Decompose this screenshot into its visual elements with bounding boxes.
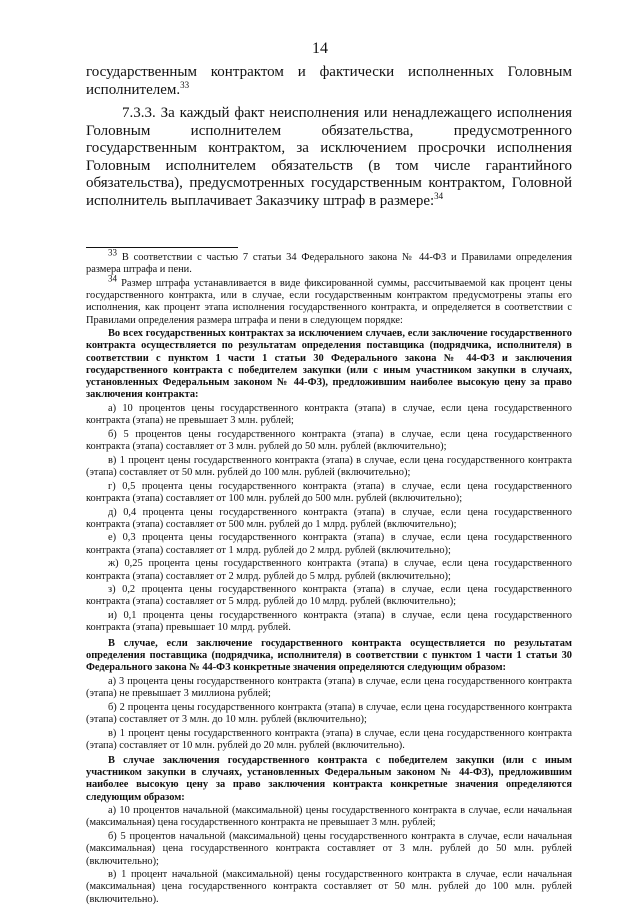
paragraph-continuation — [86, 64, 572, 99]
block2-list — [86, 676, 572, 752]
footnotes — [86, 247, 572, 907]
paragraph-7-3-3 — [86, 105, 572, 210]
page-number: 14 — [312, 40, 328, 57]
list-item: а) 10 процентов цены государственного контракта (этапа) в случае, если цена государственного контракта (этапа) не превышает 3 млн. рублей; — [86, 402, 572, 427]
footnote-ref[interactable]: 34 — [434, 190, 444, 201]
block3-list — [86, 805, 572, 906]
paragraph-text: 7.3.3. За каждый факт неисполнения или ненадлежащего исполнения Головным исполнителем обязательства, предусмотренного государственным контрактом, за исключением просрочки исполнения Головным исполнителем обязательств (в том числе гарантийного обязательства), предусмотренных государственным контрактом, Головной исполнитель выплачивает Заказчику штраф в размере: — [86, 105, 572, 209]
list-item: в) 1 процент цены государственного контракта (этапа) в случае, если цена государственного контракта (этапа) составляет от 10 млн. рублей до 20 млн. рублей (включительно). — [86, 727, 572, 751]
list-item: а) 3 процента цены государственного контракта (этапа) в случае, если цена государственного контракта (этапа) не превышает 3 миллиона рублей; — [86, 675, 572, 699]
list-item: г) 0,5 процента цены государственного контракта (этапа) в случае, если цена государственного контракта (этапа) составляет от 100 млн. рублей до 500 млн. рублей (включительно); — [86, 480, 572, 504]
footnote-ref[interactable]: 33 — [180, 79, 190, 90]
list-item: а) 10 процентов начальной (максимальной) цены государственного контракта в случае, если начальная (максимальная) цена государственного контракта не превышает 3 млн. рублей; — [86, 805, 572, 829]
list-item: б) 2 процента цены государственного контракта (этапа) в случае, если цена государственного контракта (этапа) составляет от 3 млн. до 10 млн. рублей (включительно); — [86, 701, 572, 725]
footnote-number: 34 — [108, 273, 117, 284]
list-item: з) 0,2 процента цены государственного контракта (этапа) в случае, если цена государственного контракта (этапа) составляет от 5 млрд. рублей до 10 млрд. рублей (включительно); — [86, 584, 572, 608]
list-item: в) 1 процент начальной (максимальной) цены государственного контракта в случае, если начальная (максимальная) цена государственного контракта составляет от 50 млн. рублей до 100 млн. рублей (включительно). — [86, 869, 572, 905]
main-text — [86, 64, 572, 210]
list-item: в) 1 процент цены государственного контракта (этапа) в случае, если цена государственного контракта (этапа) составляет от 50 млн. рублей до 100 млн. рублей (включительно); — [86, 454, 572, 478]
footnote-number: 33 — [108, 247, 117, 258]
list-item: и) 0,1 процента цены государственного контракта (этапа) в случае, если цена государственного контракта (этапа) превышает 10 млрд. рублей. — [86, 610, 572, 634]
block2-heading: В случае, если заключение государственного контракта осуществляется по результатам определения поставщика (подрядчика, исполнителя) в соответствии с пунктом 1 части 1 статьи 30 Федерального закона № 44-ФЗ конкретные значения определяются следующим образом: — [86, 637, 572, 673]
paragraph-text: государственным контрактом и фактически исполненных Головным исполнителем. — [86, 64, 572, 98]
block1-heading: Во всех государственных контрактах за исключением случаев, если заключение государственного контракта осуществляется по результатам определения поставщика (подрядчика, исполнителя) в соответствии с пунктом 1 части 1 статьи 30 Федерального закона № 44-ФЗ и заключения государственного контракта с победителем закупки (или с иным участником закупки в случаях, установленных Федеральным законом № 44-ФЗ), предложившим наиболее высокую цену за право заключения контракта: — [86, 328, 572, 401]
footnote-34 — [86, 273, 572, 327]
footnote-text: Размер штрафа устанавливается в виде фиксированной суммы, рассчитываемой как процент цены государственного контракта, или в случае, если государственным контрактом предусмотрены этапы его исполнения, как процент этапа исполнения государственного контракта, и определяется в соответствии с Правилами определения размера штрафа и пени в следующем порядке: — [86, 277, 572, 326]
list-item: б) 5 процентов цены государственного контракта (этапа) в случае, если цена государственного контракта (этапа) составляет от 3 млн. рублей до 50 млн. рублей (включительно); — [86, 428, 572, 453]
footnote-text: В соответствии с частью 7 статьи 34 Федерального закона № 44-ФЗ и Правилами определения размера штрафа и пени. — [86, 252, 572, 276]
list-item: д) 0,4 процента цены государственного контракта (этапа) в случае, если цена государственного контракта (этапа) составляет от 500 млн. рублей до 1 млрд. рублей (включительно); — [86, 506, 572, 530]
list-item: е) 0,3 процента цены государственного контракта (этапа) в случае, если цена государственного контракта (этапа) составляет от 1 млрд. рублей до 2 млрд. рублей (включительно); — [86, 532, 572, 556]
block3-heading: В случае заключения государственного контракта с победителем закупки (или с иным участником закупки в случаях, установленных Федеральным законом № 44-ФЗ), предложившим наиболее высокую цену за право заключения контракта конкретные значения определяются следующим образом: — [86, 754, 572, 803]
block1-list — [86, 403, 572, 635]
footnote-33 — [86, 247, 572, 276]
list-item: б) 5 процентов начальной (максимальной) цены государственного контракта в случае, если начальная (максимальная) цена государственного контракта составляет от 3 млн. рублей до 50 млн. рублей (включительно); — [86, 831, 572, 867]
list-item: ж) 0,25 процента цены государственного контракта (этапа) в случае, если цена государственного контракта (этапа) составляет от 2 млрд. рублей до 5 млрд. рублей (включительно); — [86, 558, 572, 582]
